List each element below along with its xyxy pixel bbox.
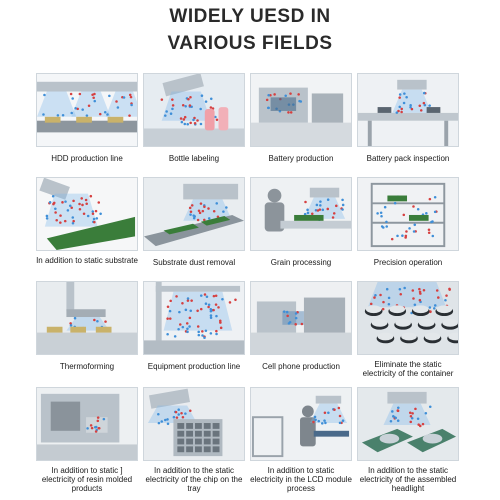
application-caption: Precision operation bbox=[373, 258, 443, 267]
application-photo bbox=[357, 73, 459, 147]
application-photo bbox=[143, 387, 245, 461]
application-caption: In addition to the static electricity of the assembled headlight bbox=[359, 466, 457, 493]
application-card bbox=[357, 177, 459, 267]
application-photo bbox=[250, 281, 352, 355]
application-caption: Equipment production line bbox=[147, 362, 241, 371]
application-photo bbox=[250, 73, 352, 147]
page-title-line-2: VARIOUS FIELDS bbox=[167, 33, 333, 54]
application-photo bbox=[250, 177, 352, 251]
application-card bbox=[357, 281, 459, 378]
application-caption: Cell phone production bbox=[262, 362, 340, 371]
application-caption: In addition to static ] electricity of resin molded products bbox=[41, 466, 133, 493]
application-card bbox=[143, 281, 245, 371]
application-card bbox=[250, 281, 352, 371]
application-card bbox=[36, 387, 138, 493]
application-photo bbox=[357, 387, 459, 461]
application-photo bbox=[36, 177, 138, 251]
application-caption: In addition to the static electricity of the chip on the tray bbox=[145, 466, 243, 493]
application-photo bbox=[36, 387, 138, 461]
application-photo bbox=[143, 177, 245, 251]
application-card bbox=[143, 73, 245, 163]
application-photo bbox=[357, 177, 459, 251]
application-card bbox=[357, 387, 459, 493]
application-caption: HDD production line bbox=[51, 154, 123, 163]
application-card bbox=[143, 387, 245, 493]
application-photo bbox=[250, 387, 352, 461]
application-caption: Eliminate the static electricity of the container bbox=[362, 360, 454, 378]
application-card bbox=[36, 281, 138, 371]
application-card bbox=[357, 73, 459, 163]
application-caption: Thermoforming bbox=[59, 362, 115, 371]
application-caption: Battery pack inspection bbox=[366, 154, 450, 163]
application-caption: In addition to static electricity in the LCD module process bbox=[250, 466, 352, 493]
application-photo bbox=[36, 281, 138, 355]
application-card bbox=[36, 73, 138, 163]
page-title-line-1: WIDELY UESD IN bbox=[169, 6, 331, 27]
application-photo bbox=[357, 281, 459, 355]
application-caption: Bottle labeling bbox=[168, 154, 220, 163]
application-card bbox=[250, 387, 352, 493]
application-caption: In addition to static substrate bbox=[36, 256, 138, 265]
application-card bbox=[36, 177, 138, 265]
application-photo bbox=[143, 73, 245, 147]
application-caption: Substrate dust removal bbox=[152, 258, 236, 267]
application-photo bbox=[143, 281, 245, 355]
application-caption: Grain processing bbox=[270, 258, 332, 267]
application-card bbox=[143, 177, 245, 267]
application-photo bbox=[36, 73, 138, 147]
application-card bbox=[250, 177, 352, 267]
application-card bbox=[250, 73, 352, 163]
application-caption: Battery production bbox=[268, 154, 334, 163]
